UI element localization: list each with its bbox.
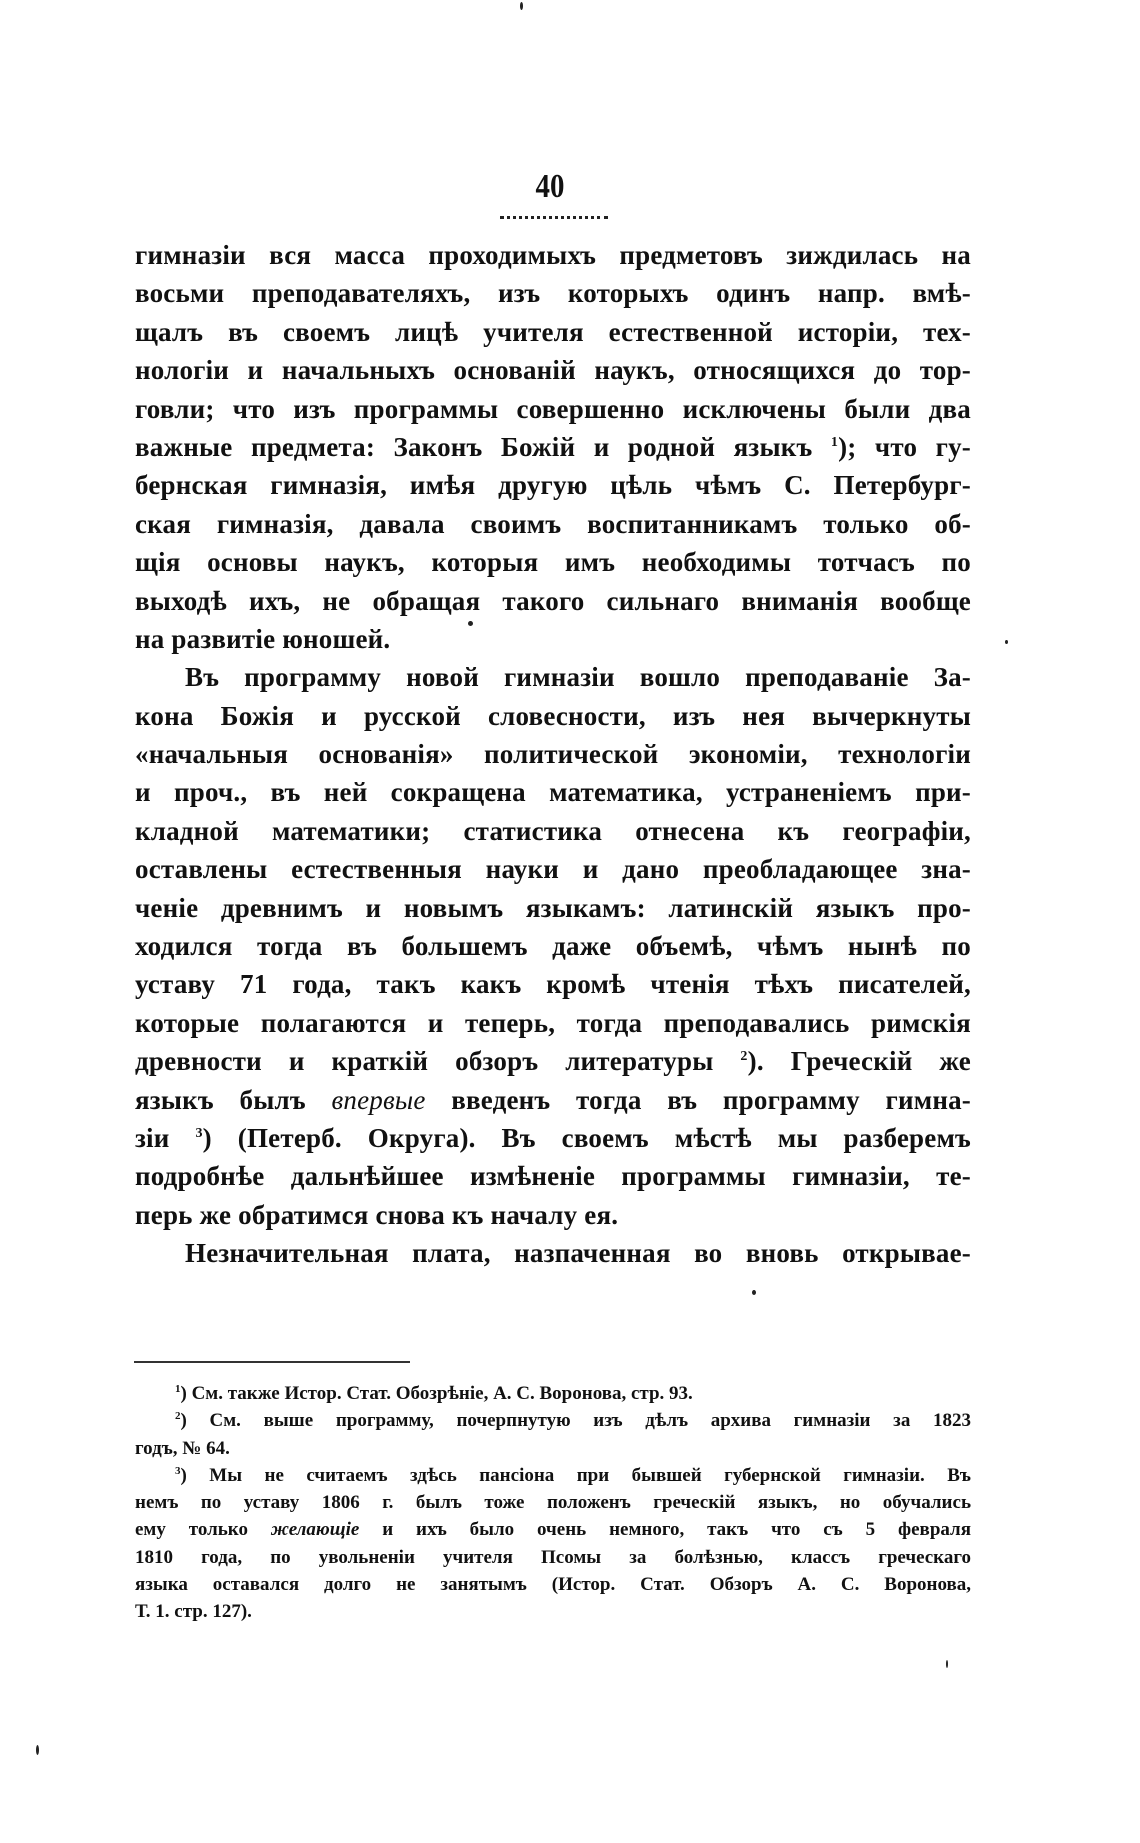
footnote-line-text: ему только bbox=[135, 1519, 271, 1541]
footnote-marker: 2 bbox=[175, 1410, 181, 1423]
footnote-separator bbox=[134, 1361, 410, 1363]
body-line bbox=[135, 390, 971, 428]
body-line-text: «начальныя основанія» политической экономіи, технологіи bbox=[135, 739, 971, 770]
body-line bbox=[135, 505, 971, 543]
body-line bbox=[135, 1119, 971, 1157]
footnote-line bbox=[135, 1489, 971, 1516]
footnote-line-text: языка оставался долго не занятымъ (Истор. Стат. Обзоръ А. С. Воронова, bbox=[135, 1574, 971, 1596]
page-number: 40 bbox=[535, 168, 565, 205]
footnote-marker: 3 bbox=[175, 1464, 181, 1477]
scan-speck bbox=[1005, 640, 1008, 644]
scan-speck bbox=[752, 1290, 756, 1295]
body-line-text: Въ программу новой гимназіи вошло преподаваніе За- bbox=[185, 662, 971, 693]
body-line bbox=[135, 965, 971, 1003]
body-line-text: ) (Петерб. Округа). Въ своемъ мѣстѣ мы разберемъ bbox=[202, 1122, 971, 1153]
body-line-text: восьми преподавателяхъ, изъ которыхъ одинъ напр. вмѣ- bbox=[135, 278, 971, 309]
footnote-marker: 2 bbox=[740, 1049, 748, 1065]
page-number-rule bbox=[500, 216, 608, 219]
body-line-text: гимназіи вся масса проходимыхъ предметовъ зиждилась на bbox=[135, 240, 971, 270]
footnote-line-text: годъ, № 64. bbox=[135, 1437, 230, 1459]
footnotes bbox=[135, 1380, 971, 1626]
body-line bbox=[135, 927, 971, 965]
body-line-text: кладной математики; статистика отнесена къ географіи, bbox=[135, 815, 971, 846]
body-line-text: ченіе древнимъ и новымъ языкамъ: латинскій языкъ про- bbox=[135, 892, 971, 923]
body-line-text: ); что гу- bbox=[838, 431, 971, 462]
body-line-text: важные предмета: Законъ Божій и родной языкъ bbox=[135, 431, 831, 462]
body-line bbox=[135, 274, 971, 312]
body-line-text: ходился тогда въ большемъ даже объемѣ, чѣмъ нынѣ по bbox=[135, 931, 971, 962]
body-line bbox=[135, 812, 971, 850]
footnote-line-text: ) См. выше программу, почерпнутую изъ дѣлъ архива гимназіи за 1823 bbox=[180, 1410, 971, 1432]
body-line-text: уставу 71 года, такъ какъ кромѣ чтенія тѣхъ писателей, bbox=[135, 969, 971, 1000]
body-line-text: выходѣ ихъ, не обращая такого сильнаго вниманія вообще bbox=[135, 585, 971, 616]
body-line-text: которые полагаются и теперь, тогда преподавались римскія bbox=[135, 1007, 971, 1038]
footnote-marker: 1 bbox=[830, 434, 839, 450]
body-line-text: на развитіе юношей. bbox=[135, 623, 391, 654]
footnote-line bbox=[135, 1598, 971, 1625]
body-line-text: щалъ въ своемъ лицѣ учителя естественной исторіи, тех- bbox=[135, 316, 971, 347]
body-line-text: нологіи и начальныхъ основаній наукъ, относящихся до тор- bbox=[135, 355, 971, 386]
body-line bbox=[135, 773, 971, 811]
body-line-text: древности и краткій обзоръ литературы bbox=[135, 1046, 741, 1077]
body-line bbox=[135, 697, 971, 735]
footnote-line-text: 1810 года, по увольненіи учителя Псомы за болѣзнью, классъ греческаго bbox=[135, 1546, 971, 1568]
body-line bbox=[135, 1234, 971, 1272]
body-line bbox=[135, 582, 971, 620]
body-line-text: говли; что изъ программы совершенно исключены были два bbox=[135, 393, 971, 424]
body-line bbox=[135, 351, 971, 389]
body-line bbox=[135, 658, 971, 696]
body-line-text: щія основы наукъ, которыя имъ необходимы тотчасъ по bbox=[135, 547, 971, 578]
body-line-text: языкъ былъ bbox=[135, 1084, 332, 1115]
scan-speck bbox=[946, 1660, 948, 1668]
body-line bbox=[135, 889, 971, 927]
body-line-text: зіи bbox=[135, 1122, 196, 1153]
body-line-text: перь же обратимся снова къ началу ея. bbox=[135, 1199, 619, 1230]
body-line bbox=[135, 735, 971, 773]
footnote-line-text: и ихъ было очень немного, такъ что съ 5 февраля bbox=[359, 1519, 971, 1541]
scan-speck bbox=[36, 1745, 39, 1755]
body-line-text: оставлены естественныя науки и дано преобладающее зна- bbox=[135, 854, 971, 885]
footnote-marker: 3 bbox=[195, 1125, 203, 1141]
scan-speck bbox=[468, 621, 473, 626]
footnote-line bbox=[135, 1380, 971, 1407]
body-line-text: кона Божія и русской словесности, изъ нея вычеркнуты bbox=[135, 700, 971, 731]
footnote-line bbox=[135, 1544, 971, 1571]
body-line bbox=[135, 1081, 971, 1119]
body-line bbox=[135, 1042, 971, 1080]
body-line-text: Незначительная плата, назпаченная во вновь открывае- bbox=[185, 1238, 971, 1269]
body-line bbox=[135, 543, 971, 581]
main-text bbox=[135, 236, 971, 1273]
footnote-line bbox=[135, 1407, 971, 1434]
body-line-text: введенъ тогда въ программу гимна- bbox=[425, 1084, 971, 1115]
footnote-line bbox=[135, 1516, 971, 1543]
body-line bbox=[135, 1004, 971, 1042]
footnote-line-text: ) См. также Истор. Стат. Обозрѣніе, А. С. Воронова, стр. 93. bbox=[180, 1383, 693, 1404]
body-line bbox=[135, 313, 971, 351]
body-line-text: ская гимназія, давала своимъ воспитанникамъ только об- bbox=[135, 508, 971, 539]
body-line bbox=[135, 466, 971, 504]
body-line-text: бернская гимназія, имѣя другую цѣль чѣмъ С. Петербург- bbox=[135, 470, 971, 501]
body-line bbox=[135, 236, 971, 274]
footnote-line-text: ) Мы не считаемъ здѣсь пансіона при бывшей губернской гимназіи. Въ bbox=[180, 1464, 971, 1486]
footnote-line-text: немъ по уставу 1806 г. былъ тоже положенъ греческій языкъ, но обучались bbox=[135, 1492, 971, 1514]
body-line-text: и проч., въ ней сокращена математика, устраненіемъ при- bbox=[135, 777, 971, 808]
footnote-marker: 1 bbox=[175, 1383, 181, 1395]
body-line bbox=[135, 850, 971, 888]
body-line bbox=[135, 1157, 971, 1195]
footnote-line bbox=[135, 1462, 971, 1489]
body-line bbox=[135, 1196, 971, 1234]
footnote-line bbox=[135, 1435, 971, 1462]
body-line-text: подробнѣе дальнѣйшее измѣненіе программы гимназіи, те- bbox=[135, 1161, 971, 1192]
emphasis-text: желающіе bbox=[270, 1519, 360, 1541]
footnote-line bbox=[135, 1571, 971, 1598]
footnote-line-text: Т. 1. стр. 127). bbox=[135, 1601, 252, 1623]
emphasis-text: впервые bbox=[331, 1084, 426, 1115]
body-line bbox=[135, 428, 971, 466]
body-line-text: ). Греческій же bbox=[747, 1046, 971, 1077]
body-line bbox=[135, 620, 971, 658]
scan-speck bbox=[520, 2, 523, 10]
